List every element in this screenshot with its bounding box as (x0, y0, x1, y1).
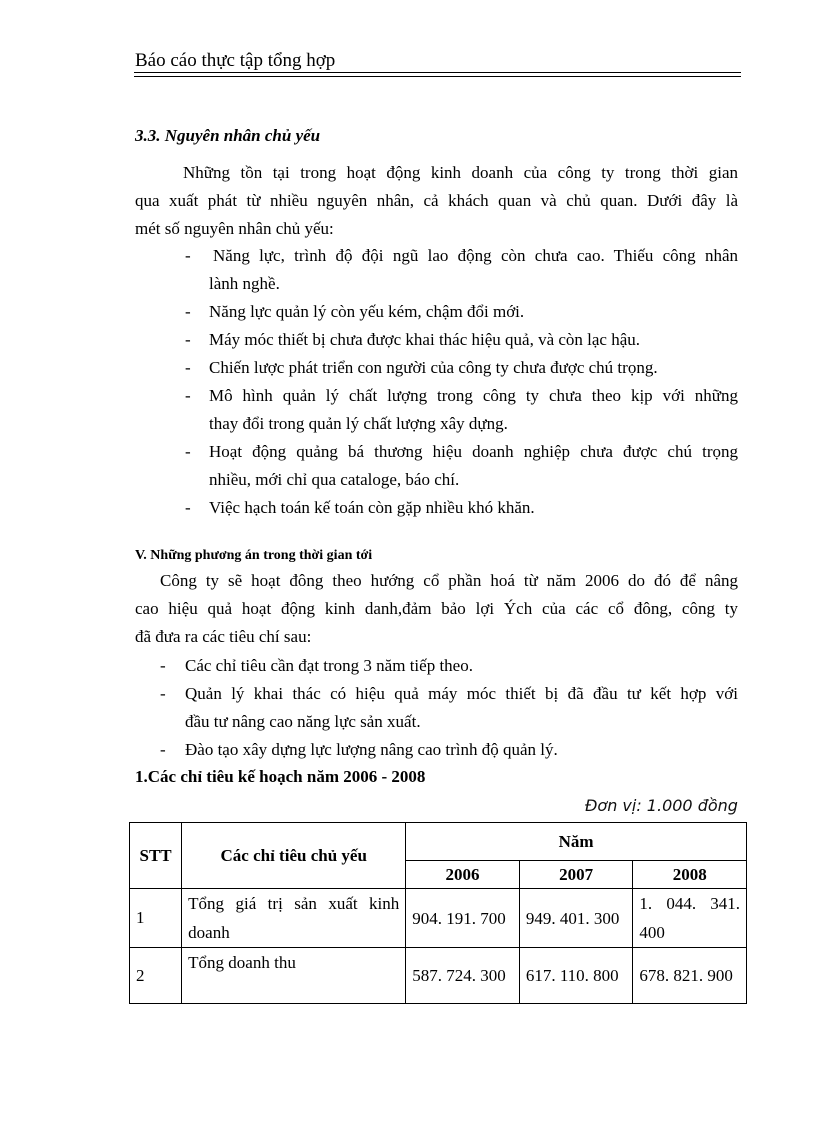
bullet-dash: - (185, 302, 191, 321)
table-cell-value: 949. 401. 300 (519, 889, 633, 948)
bullet-text: Việc hạch toán kế toán còn gặp nhiều khó khăn. (209, 498, 535, 517)
bullet-text: Đào tạo xây dựng lực lượng nâng cao trình độ quản lý. (185, 740, 558, 759)
table-cell-indicator: Tổng giá trị sản xuất kinh doanh (182, 889, 406, 948)
table-header-indicator: Các chỉ tiêu chủ yếu (182, 823, 406, 889)
bullet-text: thay đổi trong quản lý chất lượng xây dựng. (209, 414, 508, 433)
bullet-text: nhiều, mới chỉ qua cataloge, báo chí. (209, 470, 460, 489)
bullet-text: Năng lực quản lý còn yếu kém, chậm đổi mới. (209, 302, 525, 321)
bullet-text: Chiến lược phát triển con người của công ty chưa được chú trọng. (209, 358, 658, 377)
header-rule (134, 72, 741, 73)
table-cell-value: 1. 044. 341. 400 (633, 889, 747, 948)
table-cell-value: 587. 724. 300 (406, 948, 520, 1004)
table-header-year: 2006 (406, 861, 520, 889)
header-title: Báo cáo thực tập tổng hợp (135, 50, 336, 71)
bullet-dash: - (185, 358, 191, 377)
bullet-dash: - (185, 442, 191, 461)
bullet-dash: - (185, 386, 191, 405)
bullet-text: lành nghề. (209, 274, 280, 293)
bullet-dash: - (160, 684, 166, 703)
table-cell-stt: 2 (130, 948, 182, 1004)
bullet-text: Hoạt động quảng bá thương hiệu doanh nghiệp chưa được chú trọng (209, 442, 738, 461)
paragraph-line: cao hiệu quả hoạt động kinh danh,đảm bảo lợi Ých của các cổ đông, công ty (135, 599, 738, 618)
table-cell-value: 617. 110. 800 (519, 948, 633, 1004)
bullet-text: Máy móc thiết bị chưa được khai thác hiệu quả, và còn lạc hậu. (209, 330, 641, 349)
header-rule-secondary (134, 76, 741, 77)
section-heading-v: V. Những phương án trong thời gian tới (135, 548, 373, 563)
unit-label: Đơn vị: 1.000 đồng (585, 796, 738, 815)
bullet-text: Năng lực, trình độ đội ngũ lao động còn chưa cao. Thiếu công nhân (213, 246, 738, 265)
bullet-text: Quản lý khai thác có hiệu quả máy móc thiết bị đã đầu tư kết hợp với (185, 684, 738, 703)
paragraph-line: Công ty sẽ hoạt đông theo hướng cổ phần hoá từ năm 2006 do đó để nâng (160, 571, 738, 590)
paragraph-line: mét số nguyên nhân chủ yếu: (135, 219, 334, 238)
section-heading-3-3: 3.3. Nguyên nhân chủ yếu (135, 126, 321, 145)
bullet-dash: - (185, 498, 191, 517)
bullet-dash: - (160, 656, 166, 675)
paragraph-line: qua xuất phát từ nhiều nguyên nhân, cả khách quan và chủ quan. Dưới đây là (135, 191, 738, 210)
table-row (130, 889, 747, 948)
paragraph-line: Những tồn tại trong hoạt động kinh doanh của công ty trong thời gian (183, 163, 738, 182)
plan-heading: 1.Các chỉ tiêu kế hoạch năm 2006 - 2008 (135, 767, 426, 786)
plan-table (129, 822, 747, 1004)
bullet-text: Mô hình quản lý chất lượng trong công ty chưa theo kịp với những (209, 386, 738, 405)
table-header-year: 2007 (519, 861, 633, 889)
table-row (130, 948, 747, 1004)
table-cell-value: 678. 821. 900 (633, 948, 747, 1004)
bullet-dash: - (160, 740, 166, 759)
table-cell-stt: 1 (130, 889, 182, 948)
table-header-stt: STT (130, 823, 182, 889)
bullet-text: đầu tư nâng cao năng lực sản xuất. (185, 712, 421, 731)
table-cell-indicator: Tổng doanh thu (182, 948, 406, 1004)
bullet-dash: - (185, 330, 191, 349)
table-cell-value: 904. 191. 700 (406, 889, 520, 948)
table-header-year-group: Năm (406, 823, 747, 861)
table-header-year: 2008 (633, 861, 747, 889)
paragraph-line: đã đưa ra các tiêu chí sau: (135, 627, 312, 646)
bullet-text: Các chỉ tiêu cần đạt trong 3 năm tiếp theo. (185, 656, 473, 675)
bullet-dash: - (185, 246, 191, 265)
page-header (134, 50, 741, 72)
